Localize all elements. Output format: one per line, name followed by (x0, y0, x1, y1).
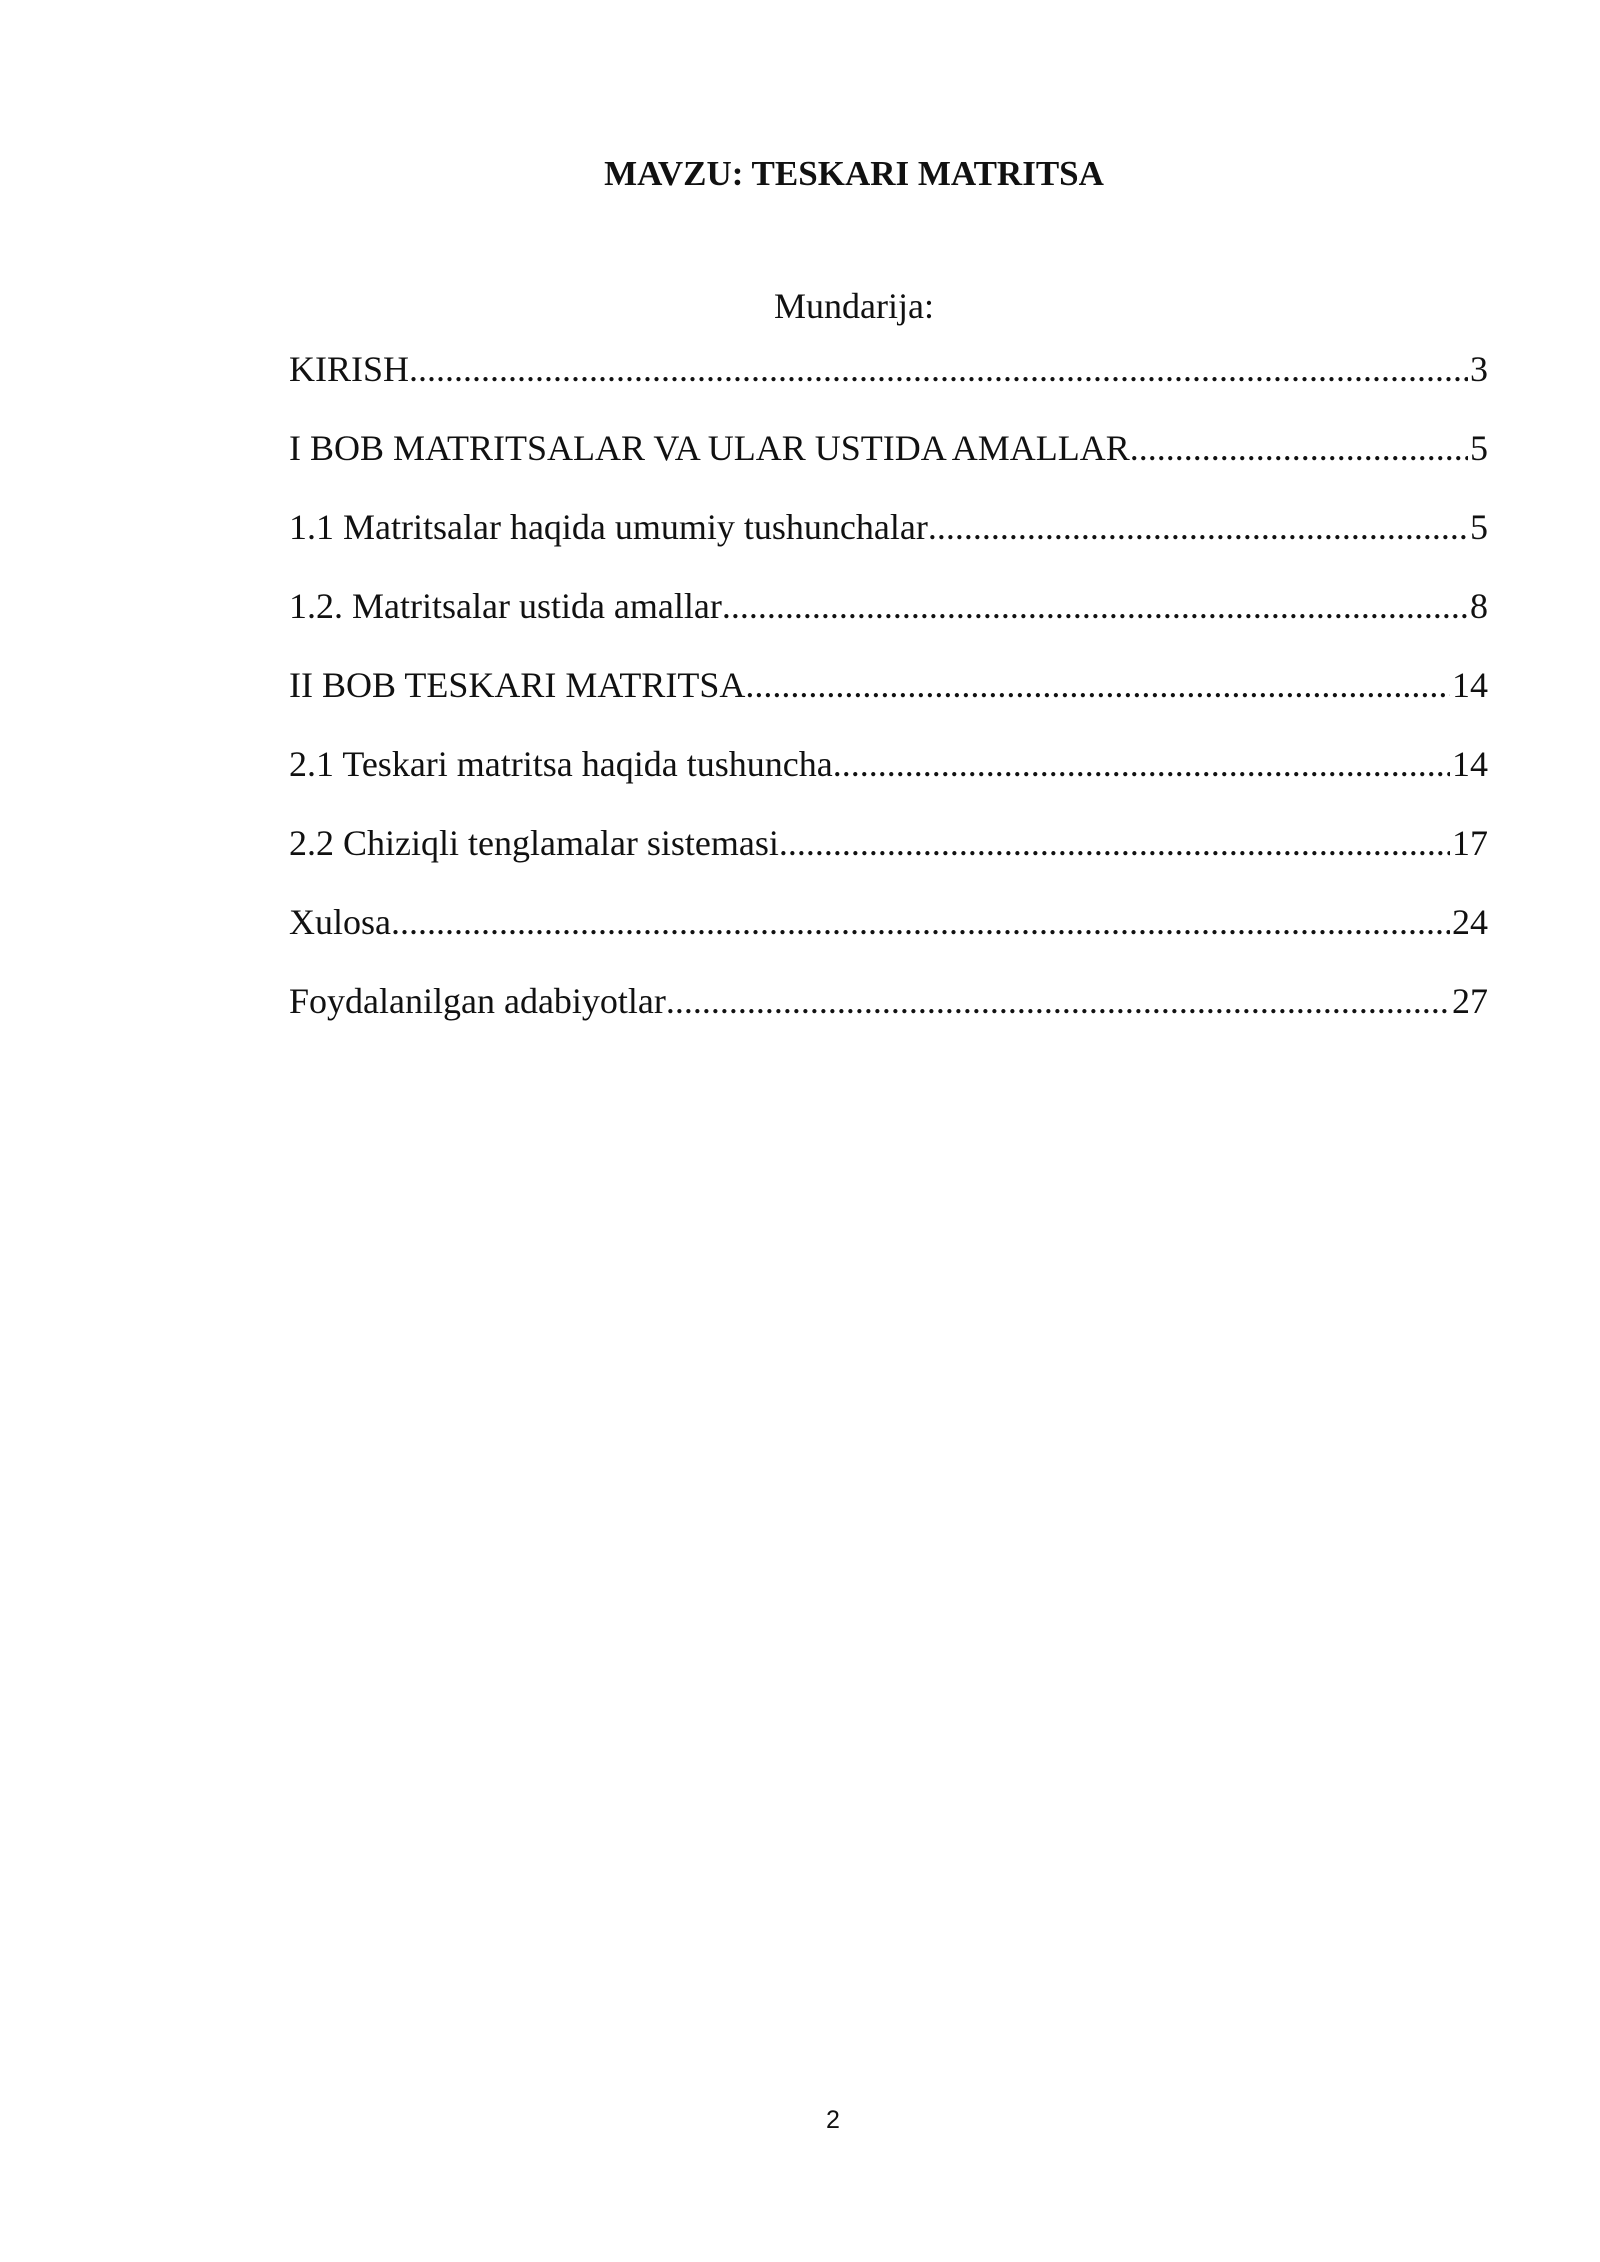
toc-item-label: I BOB MATRITSALAR VA ULAR USTIDA AMALLAR (289, 428, 1130, 468)
toc-item-page: 14 (1452, 665, 1488, 705)
toc-item-section-1-1[interactable] (289, 505, 1488, 584)
toc-leader-dots (391, 900, 1450, 944)
toc-item-chapter-1[interactable] (289, 426, 1488, 505)
toc-item-page: 3 (1470, 349, 1488, 389)
document-title: MAVZU: TESKARI MATRITSA (604, 154, 1104, 193)
toc-leader-dots (779, 821, 1450, 865)
toc-item-label: II BOB TESKARI MATRITSA (289, 665, 746, 705)
toc-item-section-2-2[interactable] (289, 821, 1488, 900)
toc-leader-dots (722, 584, 1468, 628)
toc-item-page: 5 (1470, 428, 1488, 468)
toc-item-page: 27 (1452, 981, 1488, 1021)
toc-item-label: KIRISH (289, 349, 410, 389)
toc-item-section-1-2[interactable] (289, 584, 1488, 663)
page-number: 2 (826, 2106, 840, 2134)
toc-heading: Mundarija: (774, 286, 934, 326)
toc-item-label: 2.1 Teskari matritsa haqida tushuncha (289, 744, 833, 784)
toc-item-section-2-1[interactable] (289, 742, 1488, 821)
toc-leader-dots (833, 742, 1450, 786)
toc-item-page: 24 (1452, 902, 1488, 942)
toc-leader-dots (745, 663, 1450, 707)
toc-item-chapter-2[interactable] (289, 663, 1488, 742)
toc-item-xulosa[interactable] (289, 900, 1488, 979)
toc-item-page: 17 (1452, 823, 1488, 863)
toc-item-label: Xulosa (289, 902, 391, 942)
toc-leader-dots (928, 505, 1468, 549)
toc-item-page: 5 (1470, 507, 1488, 547)
toc-item-label: 2.2 Chiziqli tenglamalar sistemasi (289, 823, 779, 863)
toc-item-kirish[interactable] (289, 347, 1488, 426)
toc-item-label: Foydalanilgan adabiyotlar (289, 981, 666, 1021)
toc-leader-dots (409, 347, 1468, 391)
toc-leader-dots (666, 979, 1450, 1023)
toc-item-label: 1.1 Matritsalar haqida umumiy tushunchalar (289, 507, 928, 547)
table-of-contents (289, 347, 1488, 1058)
toc-item-references[interactable] (289, 979, 1488, 1058)
toc-item-label: 1.2. Matritsalar ustida amallar (289, 586, 722, 626)
toc-item-page: 14 (1452, 744, 1488, 784)
toc-item-page: 8 (1470, 586, 1488, 626)
toc-leader-dots (1130, 426, 1468, 470)
